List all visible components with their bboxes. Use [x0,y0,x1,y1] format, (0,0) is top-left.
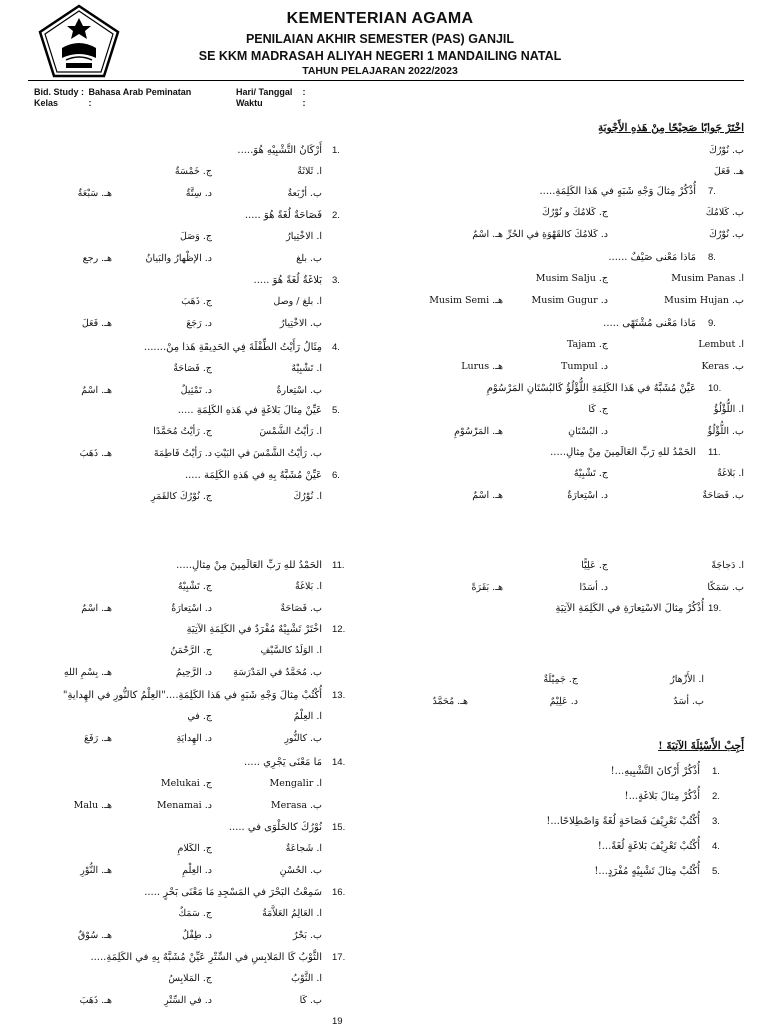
question-stem: أُكْتُبْ مِثالَ وَجْهِ شَبَهٍ في هَذا الكَلِمَةِ...."العِلْمُ كالنُّورِ في الهِدايةِ" [62,690,322,701]
option-d: د. سِتَّةٌ [185,188,212,199]
question-number: 15. [332,822,346,833]
option-d: د. الإظْهارُ والبَيانُ [145,253,212,264]
question-stem: عَيِّنْ مِثالَ بَلاغَةٍ في هَذهِ الكَلِمَةِ ..... [177,405,322,416]
option-e: هـ. اسْمٌ [81,385,112,396]
class-colon: : [88,98,92,108]
subject-label: Bid. Study : [34,87,84,97]
question-stem: مِثَالُ رَأَيْتُ الطِّفْلَةَ فِي الحَدِيقَةِ هَذا مِنْ....... [143,342,322,353]
question-stem: أُذْكُرْ مِثالَ وَجْهِ شَبَهٍ في هَذا الكَلِمَةِ..... [539,186,696,197]
option-d: د. Musim Gugur [531,295,608,306]
date-field [236,87,306,97]
option-c: ج. جَمِيْلَةٌ [543,674,578,685]
question-number: 9. [708,318,716,329]
essay-question: أُذْكُرْ مِثالَ بَلاغَةٍ...! [624,791,700,802]
option-b: ب. الاخْتِيارُ [279,318,322,329]
option-a: ا. بَلاغَةٌ [716,468,744,479]
option-e: هـ. بِسْمِ اللهِ [63,667,112,678]
option-a: ا. العِلْمُ [293,711,322,722]
question-stem: الحَمْدُ للهِ رَبِّ العَالَمِينَ مِنْ مِثالِ..... [176,560,322,571]
question-stem: بَلاغَةٌ لُغَةً هُوَ ..... [253,275,322,286]
option-b: ب. بلغ [296,253,322,264]
option-b: ب. كَا [299,995,322,1006]
option-e: هـ. فَعَلَ [81,318,112,329]
question-stem: أُذْكُرْ مِثالَ الاسْتِعارَةِ في الكَلِمَةِ الآتِيَةِ [555,603,704,614]
time-field [236,98,306,108]
option-e: هـ. سَبْعَةٌ [77,188,112,199]
option-a: ا. الثَّوْبُ [291,973,322,984]
option-c: ج. تَشْبِيْهٌ [573,468,608,479]
essay-question: أُكْتُبْ تَعْرِيْفَ فَصَاحَةٍ لُغَةً وَاصْطِلاحًا...! [546,816,700,827]
essay-question: أُذْكُرْ أَرْكانَ التَّشْبِيهِ...! [610,766,700,777]
time-colon: : [302,98,306,108]
question-number: 5. [332,405,340,416]
question-stem: مَا مَعْنَى يَجْرِي ..... [244,757,322,768]
date-label: Hari/ Tanggal [236,87,293,97]
option-c: ج. ذَهَبَ [181,296,212,307]
option-d: د. Menamai [156,800,212,811]
year-title: TAHUN PELAJARAN 2022/2023 [302,65,458,77]
option-b: ب. Merasa [270,800,322,811]
subject-value: Bahasa Arab Peminatan [88,87,192,97]
question-number: 17. [332,952,346,963]
option-b: ب. الحُسْنِ [279,865,322,876]
option-e: هـ. اسْمٌ [472,229,503,240]
option-a: ا. Lembut [698,339,744,350]
option-d: د. طِفْلٌ [182,930,212,941]
question-stem: عَيِّنْ مُشَبَّهٌ بِهِ في هَذهِ الكَلِمَة ..... [184,470,322,481]
option-e: هـ. Malu [73,800,112,811]
question-number: 2. [332,210,340,221]
header-divider [28,80,744,81]
option-d: د. رَجَعَ [186,318,212,329]
essay-number: 4. [712,841,720,852]
option-c: ج. الرَّحْمَنُ [170,645,212,656]
question-number: 1. [332,145,340,156]
option-e: هـ. مُحَمَّدٌ [432,696,468,707]
option-e: هـ. رَفَعَ [83,733,112,744]
option-e: هـ. اسْمٌ [472,490,503,501]
subject-field [34,87,191,97]
question-number: 10. [708,383,722,394]
date-colon: : [302,87,306,97]
option-c: ج. Melukai [160,778,212,789]
option-b: ب. فَصَاحَةٌ [702,490,744,501]
time-label: Waktu [236,98,263,108]
question-stem: سَمِعْتُ البَحْرَ في المَسْجِدِ مَا مَعْنَى بَحْرٍ ..... [144,887,322,898]
option-c: ج. رَأيْتُ مُحَمَّدًا [153,426,212,437]
question-stem: فَصَاحَةٌ لُغَةً هُوَ ..... [244,210,322,221]
option-d: د. أسَدًا [579,582,608,593]
option-a: ا. تَشْبِيْهٌ [291,363,322,374]
option-c: ج. فَصَاحَةٌ [173,363,212,374]
option-a: ا. ثَلاثَةٌ [297,166,322,177]
mcq-instruction: اخْتَرْ جَوابًا صَحِيْحًا مِنْ هَذهِ الأَجْوبَةِ [598,122,744,134]
option-d: د. البُسْتَانِ [568,426,608,437]
question-number: 12. [332,624,346,635]
question-number: 11. [708,447,721,458]
question-number: 4. [332,342,340,353]
option-e: هـ. رجع [82,253,112,264]
option-a: ا. Mengalir [269,778,322,789]
option-e: هـ. فَعَلَ [713,166,744,177]
option-c: ج. سَمَكٌ [178,908,212,919]
essay-number: 5. [712,866,720,877]
option-b: ب. أرْبَعةٌ [287,188,322,199]
option-a: ا. اللُّؤْلُؤُ [713,404,744,415]
option-b: ب. Keras [701,361,744,372]
question-stem: اخْتَرْ تَشْبِيْهٌ مُفْرَدٌ في الكَلِمَةِ الآتِيَةِ [186,624,322,635]
essay-question: أُكْتُبْ مِثالَ تَشْبِيْهٍ مُفْرَدٍ...! [594,866,700,877]
question-number: 8. [708,252,716,263]
option-a: ا. الأَزْهارُ [670,674,704,685]
essay-number: 2. [712,791,720,802]
option-b: ب. بَحْرٌ [292,930,322,941]
question-stem: عَيِّنْ مُشَبَّهٌ في هَذا الكَلِمَةِ اللُّؤْلُؤُ كَالبُسْتَانِ المَرْسُوْمِ [486,383,696,394]
option-d: د. العِلْمِ [182,865,212,876]
option-a: ا. بلغ / وصل [273,296,322,307]
question-stem: نُوْرُكَ كالحَلْوَى في ..... [228,822,322,833]
option-b: ب. رَأيْتُ الشَّمْسَ في البَيْتِ [214,448,322,459]
question-stem: مَاذا مَعْنى مُشْتَهًى ..... [603,318,696,329]
exam-title: PENILAIAN AKHIR SEMESTER (PAS) GANJIL [245,32,515,46]
option-d: د. رَأيْتُ فَاطِمَةَ [153,448,212,459]
option-a: ا. دَجاجَةً [711,560,744,571]
option-b: ب. كالنُّورِ [284,733,322,744]
option-c: ج. في [187,711,212,722]
option-c: ج. وَصَلَ [179,231,212,242]
option-c: ج. Musim Salju [535,273,608,284]
option-e: هـ. ذَهَبَ [79,995,112,1006]
option-d: د. الهِدايَةِ [176,733,212,744]
option-b: ب. Musim Hujan [664,295,744,306]
option-e: هـ. ذَهَبَ [79,448,112,459]
option-b: ب. اللُّؤْلُؤُ [707,426,744,437]
option-e: هـ. اسْمٌ [81,603,112,614]
ministry-logo-icon [38,4,120,78]
option-a: ا. الاخْتِيارُ [286,231,322,242]
option-d: د. اسْتِعارَةٌ [567,490,608,501]
option-e: هـ. بَقَرَةً [471,582,503,593]
option-c: ج. تَشْبِيْهٌ [177,581,212,592]
option-d: د. الرَّحِيمُ [175,667,212,678]
essay-question: أُكْتُبْ تَعْرِيْفَ بَلاغَةٍ لُغَةً...! [597,841,700,852]
school-title: SE KKM MADRASAH ALIYAH NEGERI 1 MANDAILING NATAL [198,49,562,63]
option-c: ج. المَلابِسُ [168,973,212,984]
option-c: ج. كَلامُكَ و نُوْرُكَ [541,207,608,218]
ministry-title: KEMENTERIAN AGAMA [286,10,474,27]
option-a: ا. بَلاغَةٌ [294,581,322,592]
option-a: ا. شَجاعَةٌ [285,843,322,854]
question-number: 11. [332,560,345,571]
option-a: ا. رَأيْتُ الشَّمْسَ [259,426,322,437]
option-c: ج. Tajam [566,339,608,350]
option-b: ب. مُحَمَّدٌ في المَدْرَسَةِ [233,667,322,678]
question-number: 6. [332,470,340,481]
essay-number: 1. [712,766,720,777]
option-e: هـ. المَرْسُوْمِ [454,426,503,437]
option-d: د. كَلامُكَ كالقَهْوَةِ في الحُرِّ [506,229,608,240]
option-c: ج. كَا [588,404,608,415]
option-c: ج. عَلِيًّا [581,560,608,571]
option-e: هـ. النُّوْرِ [80,865,112,876]
option-a: ب. كَلامُكَ [705,207,744,218]
option-b: ب. نُوْرُكَ [709,229,744,240]
option-b: ب. أسَدٌ [673,696,704,707]
question-stem: أَرْكَانُ التَّشْبِيْهِ هُوَ..... [237,145,322,156]
option-d: د. تَمْثِيلٌ [180,385,212,396]
question-number: 14. [332,757,346,768]
question-stem: مَاذا مَعْنى صَيْفٌ ...... [608,252,696,263]
option-c: ج. نُوْرُكَ كالقَمَرِ [150,491,212,502]
option-d: د. Tumpul [561,361,608,372]
question-stem: الثَّوْبُ كَا المَلابِسِ في السِّتْرِ عَيِّنْ مُشَبَّهٌ بِهِ في الكَلِمَةِ..... [90,952,322,963]
question-number: 13. [332,690,346,701]
option-c: ج. الكَلامِ [177,843,212,854]
essay-number: 3. [712,816,720,827]
question-stem: الحَمْدُ للهِ رَبِّ العَالَمِينَ مِنْ مِثالِ..... [550,447,696,458]
option-a: ا. نُوْرُكَ [293,491,322,502]
question-number: 19. [708,603,722,614]
question-number: 16. [332,887,346,898]
question-number: 3. [332,275,340,286]
option-d: د. اسْتِعارَةٌ [171,603,212,614]
option-b: ب. نُوْرُكَ [709,145,744,156]
option-b: ب. اسْتِعارةٌ [276,385,322,396]
question-number: 7. [708,186,716,197]
option-d: د. عَلِيْمٌ [549,696,578,707]
option-a: ا. الوَلَدُ كالسَّيْفِ [260,645,322,656]
essay-title: أَجِبْ الأَسْئِلَةَ الآتِيَةَ ! [658,740,744,752]
option-d: د. في السِّتْرِ [164,995,212,1006]
option-e: هـ. Lurus [461,361,503,372]
option-b: ب. فَصَاحَةٌ [280,603,322,614]
option-a: ا. Musim Panas [671,273,744,284]
option-c: ج. خَمْسَةٌ [174,166,212,177]
option-e: هـ. Musim Semi [429,295,503,306]
option-b: ب. سَمَكًا [707,582,744,593]
option-a: ا. العَالِمُ العَلاَّمَةُ [262,908,322,919]
question-number: 19 [332,1016,343,1024]
class-label: Kelas [34,98,59,108]
class-field [34,98,92,108]
option-e: هـ. سُوْقٌ [77,930,112,941]
